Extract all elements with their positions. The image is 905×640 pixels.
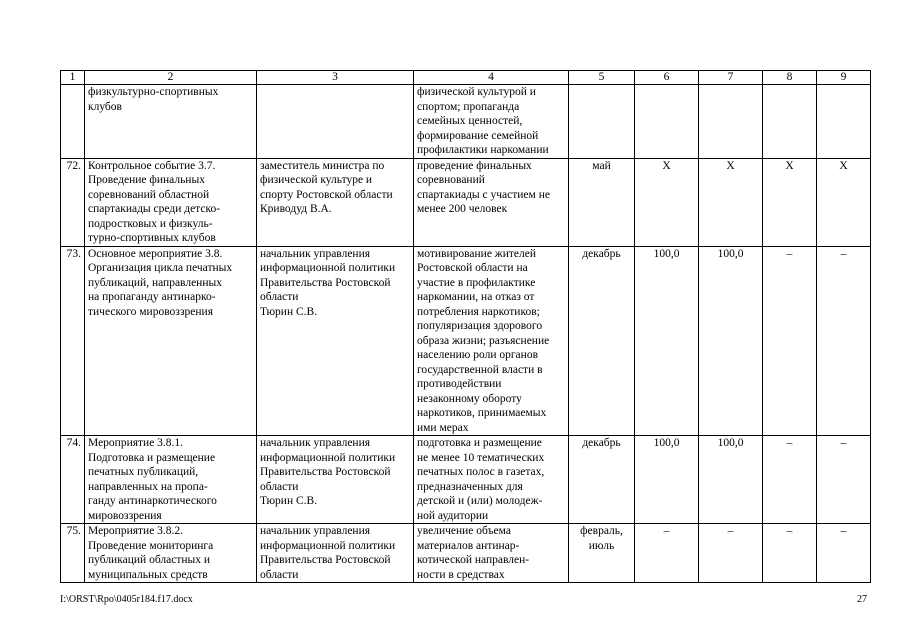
value-col-9: Х (817, 158, 871, 246)
measure-name (85, 436, 257, 524)
cell-text-line: Правительства Ростовской (260, 466, 391, 478)
value-col-9: – (817, 246, 871, 436)
cell-text-line: начальник управления (260, 437, 371, 449)
cell-text-line: спартакиады с участием не (417, 188, 550, 201)
measure-name (85, 85, 257, 159)
cell-text-line: Мероприятие 3.8.2. (88, 525, 184, 537)
value-col-8: – (763, 246, 817, 436)
cell-text-line: физической культурой и (417, 86, 536, 98)
cell-text-line: соревнований (417, 174, 485, 186)
cell-text-line: государственной власти в (417, 363, 543, 376)
value-col-6 (635, 85, 699, 159)
term-cell: декабрь (569, 436, 635, 524)
cell-text-line: ной аудитории (417, 509, 489, 522)
cell-text-line: Проведение финальных (88, 174, 205, 186)
expected-result (414, 524, 569, 583)
table-row (61, 436, 871, 524)
cell-text-line: печатных полос в газетах, (417, 466, 545, 478)
responsible-executor (257, 524, 414, 583)
header-cell: 8 (763, 71, 817, 85)
header-cell: 9 (817, 71, 871, 85)
measure-name (85, 158, 257, 246)
cell-text-line: спорту Ростовской области (260, 188, 393, 201)
cell-text-line: заместитель министра по (260, 159, 385, 172)
cell-text-line: Тюрин С.В. (260, 305, 318, 318)
header-cell: 7 (699, 71, 763, 85)
cell-text-line: начальник управления (260, 525, 371, 537)
cell-text-line: котической направлен- (417, 554, 530, 566)
value-col-9: – (817, 524, 871, 583)
cell-text-line: Ростовской области на (417, 262, 528, 274)
value-col-8 (763, 85, 817, 159)
responsible-executor (257, 158, 414, 246)
table-row (61, 158, 871, 246)
header-cell: 3 (257, 71, 414, 85)
term-cell (569, 85, 635, 159)
value-col-6: 100,0 (635, 436, 699, 524)
cell-text-line: спартакиады среди детско- (88, 203, 221, 215)
cell-text-line: наркотиков, принимаемых (417, 407, 547, 419)
cell-text-line: информационной политики (260, 539, 396, 552)
cell-text-line: Контрольное событие 3.7. (88, 159, 216, 172)
cell-text-line: населению роли органов (417, 349, 538, 361)
value-col-6: 100,0 (635, 246, 699, 436)
cell-text-line: области (260, 291, 299, 303)
row-number: 74. (61, 436, 85, 524)
table-row (61, 524, 871, 583)
cell-text-line: ими мерах (417, 421, 469, 434)
row-number: 75. (61, 524, 85, 583)
cell-text-line: мотивирование жителей (417, 247, 537, 260)
value-col-7: – (699, 524, 763, 583)
cell-text-line: Правительства Ростовской (260, 554, 391, 566)
cell-text-line: тического мировоззрения (88, 305, 213, 318)
cell-text-line: области (260, 480, 299, 493)
cell-text-line: спортом; пропаганда (417, 100, 520, 113)
responsible-executor (257, 85, 414, 159)
measure-name (85, 246, 257, 436)
row-number: 73. (61, 246, 85, 436)
table-row (61, 85, 871, 159)
header-cell: 1 (61, 71, 85, 85)
cell-text-line: Мероприятие 3.8.1. (88, 437, 184, 449)
cell-text-line: информационной политики (260, 451, 396, 464)
measure-name (85, 524, 257, 583)
expected-result (414, 436, 569, 524)
row-number (61, 85, 85, 159)
cell-text-line: наркомании, на отказ от (417, 291, 535, 303)
cell-text-line: не менее 10 тематических (417, 451, 545, 464)
cell-text-line: муниципальных средств (88, 568, 208, 581)
cell-text-line: турно-спортивных клубов (88, 232, 216, 244)
cell-text-line: менее 200 человек (417, 203, 508, 215)
cell-text-line: Криводуд В.А. (260, 203, 332, 215)
cell-text-line: области (260, 568, 299, 581)
cell-text-line: образа жизни; разъяснение (417, 334, 550, 347)
value-col-6: Х (635, 158, 699, 246)
cell-text-line: печатных публикаций, (88, 466, 199, 478)
value-col-7: 100,0 (699, 246, 763, 436)
cell-text-line: ности в средствах (417, 568, 505, 581)
value-col-6: – (635, 524, 699, 583)
cell-text-line: начальник управления (260, 247, 371, 260)
cell-text-line: Организация цикла печатных (88, 262, 233, 274)
cell-text-line: участие в профилактике (417, 276, 536, 289)
column-number-header (61, 71, 871, 85)
cell-text-line: популяризация здорового (417, 320, 543, 332)
expected-result (414, 158, 569, 246)
cell-text-line: публикаций областных и (88, 554, 211, 566)
cell-text-line: детской и (или) молодеж- (417, 495, 543, 507)
cell-text-line: Проведение мониторинга (88, 539, 214, 552)
header-cell: 6 (635, 71, 699, 85)
value-col-7 (699, 85, 763, 159)
value-col-9: – (817, 436, 871, 524)
page-number: 27 (857, 594, 867, 605)
header-cell: 4 (414, 71, 569, 85)
header-cell: 5 (569, 71, 635, 85)
value-col-7: Х (699, 158, 763, 246)
cell-text-line: Подготовка и размещение (88, 451, 216, 464)
cell-text-line: физкультурно-спортивных (88, 86, 219, 98)
cell-text-line: незаконному обороту (417, 392, 522, 405)
cell-text-line: противодействии (417, 378, 502, 390)
cell-text-line: мировоззрения (88, 509, 162, 522)
cell-text-line: профилактики наркомании (417, 144, 549, 156)
responsible-executor (257, 436, 414, 524)
cell-text-line: семейных ценностей, (417, 115, 523, 127)
cell-text-line: направленных на пропа- (88, 480, 208, 493)
cell-text-line: предназначенных для (417, 480, 523, 493)
value-col-8: Х (763, 158, 817, 246)
value-col-8: – (763, 436, 817, 524)
cell-text-line: Тюрин С.В. (260, 495, 318, 507)
table-row (61, 246, 871, 436)
cell-text-line: подготовка и размещение (417, 437, 542, 449)
row-number: 72. (61, 158, 85, 246)
cell-text-line: потребления наркотиков; (417, 305, 540, 318)
responsible-executor (257, 246, 414, 436)
cell-text-line: формирование семейной (417, 129, 539, 142)
expected-result (414, 85, 569, 159)
cell-text-line: клубов (88, 100, 122, 113)
value-col-8: – (763, 524, 817, 583)
cell-text-line: ганду антинаркотического (88, 495, 217, 507)
cell-text-line: информационной политики (260, 262, 396, 274)
header-cell: 2 (85, 71, 257, 85)
cell-text-line: материалов антинар- (417, 539, 520, 552)
cell-text-line: физической культуре и (260, 174, 373, 186)
cell-text-line: публикаций, направленных (88, 276, 222, 289)
cell-text-line: соревнований областной (88, 188, 210, 201)
cell-text-line: увеличение объема (417, 525, 511, 537)
term-cell: декабрь (569, 246, 635, 436)
value-col-9 (817, 85, 871, 159)
cell-text-line: на пропаганду антинарко- (88, 291, 216, 303)
measures-table (60, 70, 871, 583)
expected-result (414, 246, 569, 436)
file-path: I:\ORST\Rpo\0405r184.f17.docx (60, 594, 193, 605)
value-col-7: 100,0 (699, 436, 763, 524)
cell-text-line: Основное мероприятие 3.8. (88, 247, 223, 260)
cell-text-line: Правительства Ростовской (260, 276, 391, 289)
cell-text-line: проведение финальных (417, 159, 532, 172)
cell-text-line: подростковых и физкуль- (88, 217, 213, 230)
term-cell: февраль, июль (569, 524, 635, 583)
term-cell: май (569, 158, 635, 246)
